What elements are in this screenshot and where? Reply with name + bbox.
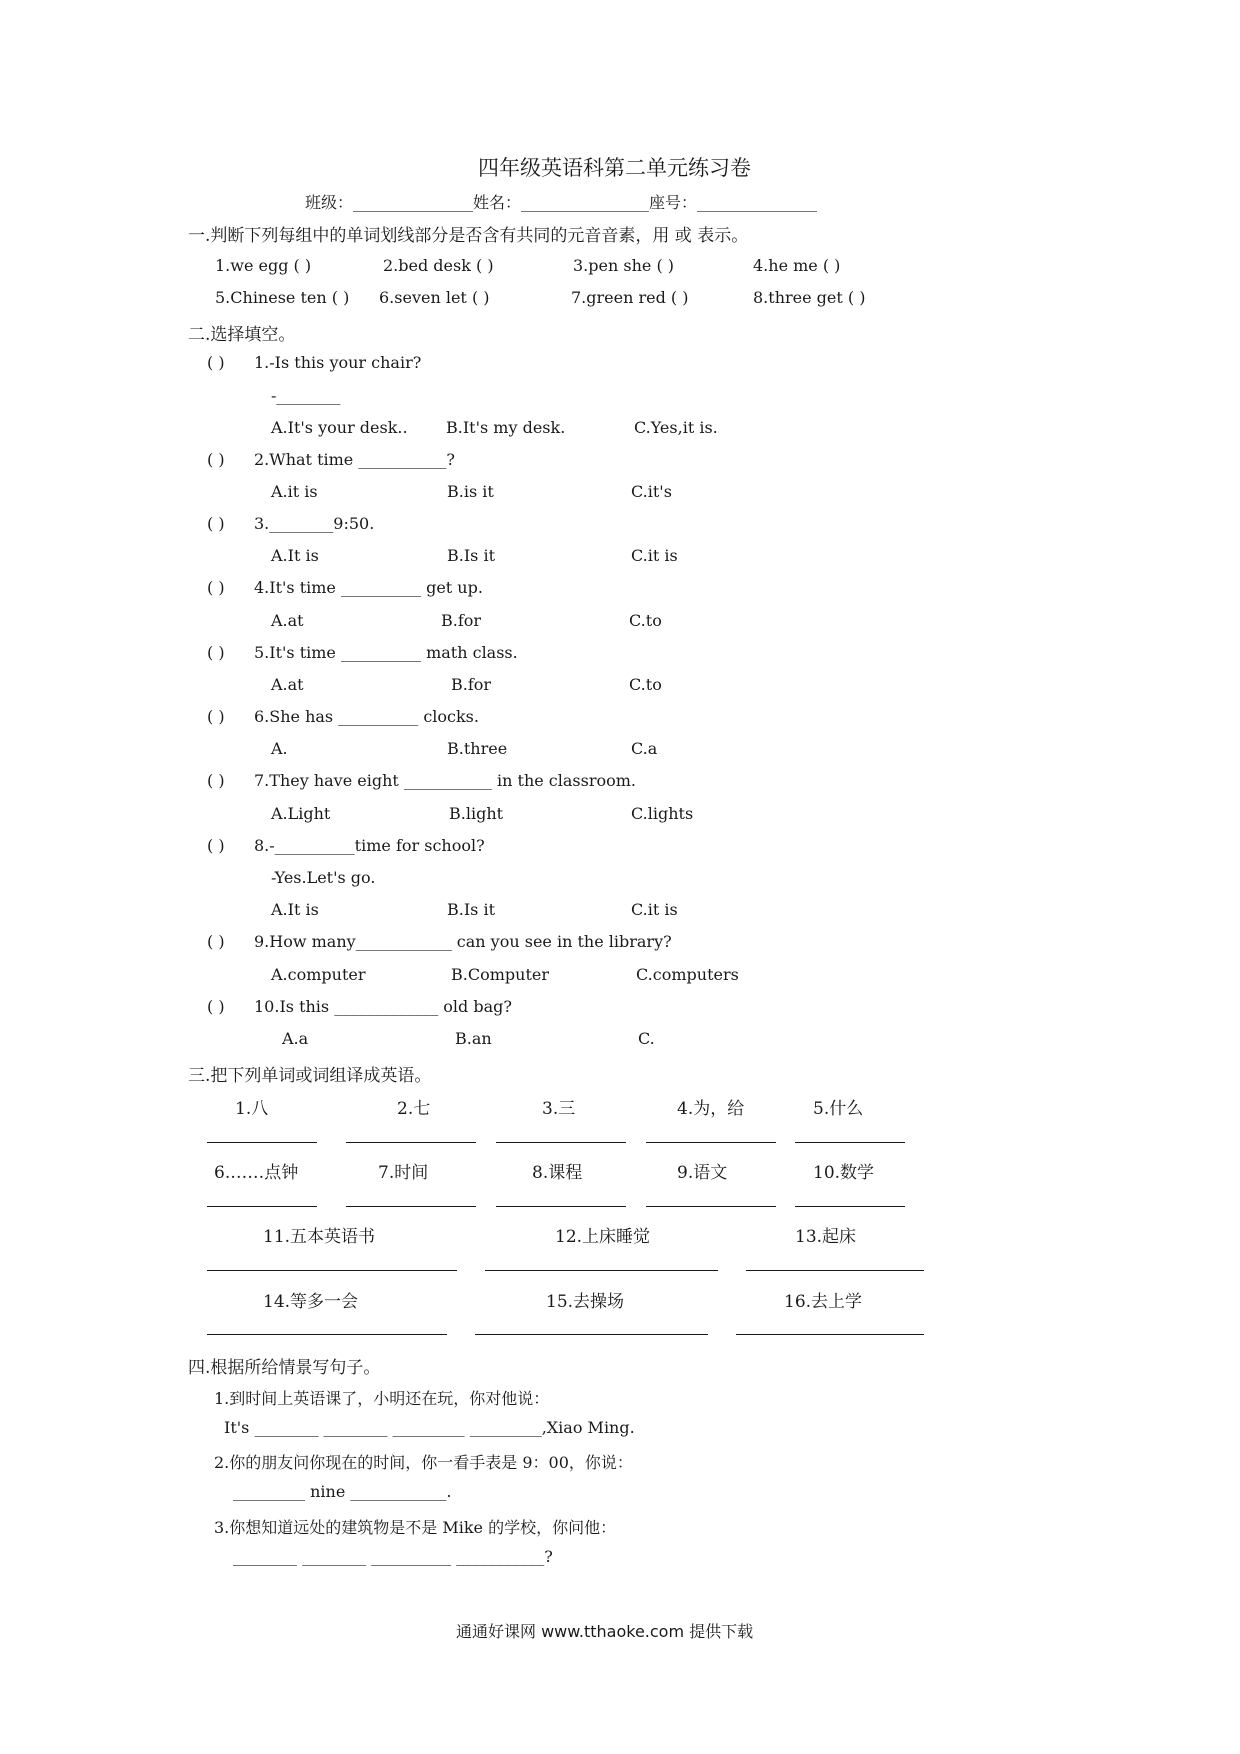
q1-text: 1.-Is this your chair? xyxy=(254,353,422,372)
section1-heading: 一.判断下列每组中的单词划线部分是否含有共同的元音音素，用 或 表示。 xyxy=(188,226,749,246)
section3-heading: 三.把下列单词或词组译成英语。 xyxy=(188,1066,432,1086)
s3-word-7: 7.时间 xyxy=(378,1163,429,1183)
q8-a: A.It is xyxy=(271,900,319,919)
seat-label: 座号： xyxy=(649,193,698,212)
q7-text: 7.They have eight ___________ in the classroom. xyxy=(254,771,637,790)
q8-b: B.Is it xyxy=(447,900,496,919)
s3-word-5: 5.什么 xyxy=(813,1099,864,1119)
q4-c: C.to xyxy=(629,611,662,630)
q9-text: 9.How many____________ can you see in the library? xyxy=(254,932,672,951)
s4-q2: 2.你的朋友问你现在的时间，你一看手表是 9：00，你说： xyxy=(214,1453,633,1472)
s3-word-11: 11.五本英语书 xyxy=(263,1227,376,1247)
s3-word-4: 4.为，给 xyxy=(677,1099,745,1119)
section4-heading: 四.根据所给情景写句子。 xyxy=(188,1358,381,1378)
name-label: 姓名： xyxy=(473,193,522,212)
q1-b: B.It's my desk. xyxy=(446,418,566,437)
s3-word-14: 14.等多一会 xyxy=(263,1292,359,1312)
s3-word-12: 12.上床睡觉 xyxy=(555,1227,651,1247)
q5-a: A.at xyxy=(271,675,304,694)
s4-a1: It's ________ ________ _________ _________,Xiao Ming. xyxy=(224,1418,635,1437)
q7-paren: ( ) xyxy=(207,771,225,790)
q2-text: 2.What time ___________? xyxy=(254,450,455,469)
q8-text: 8.-__________time for school? xyxy=(254,836,485,855)
s1-item-7: 7.green red ( ) xyxy=(571,288,689,307)
q3-b: B.Is it xyxy=(447,546,496,565)
q2-b: B.is it xyxy=(447,482,494,501)
answer-line xyxy=(795,1206,905,1207)
answer-line xyxy=(207,1334,447,1335)
section2-heading: 二.选择填空。 xyxy=(188,325,296,345)
q1-paren: ( ) xyxy=(207,353,225,372)
q6-b: B.three xyxy=(447,739,508,758)
q8-sub: -Yes.Let's go. xyxy=(271,868,376,887)
answer-line xyxy=(646,1206,776,1207)
q7-c: C.lights xyxy=(631,804,694,823)
s3-word-10: 10.数学 xyxy=(813,1163,875,1183)
q8-paren: ( ) xyxy=(207,836,225,855)
q5-c: C.to xyxy=(629,675,662,694)
q1-c: C.Yes,it is. xyxy=(634,418,718,437)
q3-paren: ( ) xyxy=(207,514,225,533)
s3-word-1: 1.八 xyxy=(235,1099,269,1119)
s3-word-3: 3.三 xyxy=(542,1099,576,1119)
q2-paren: ( ) xyxy=(207,450,225,469)
s1-item-8: 8.three get ( ) xyxy=(753,288,866,307)
q3-text: 3.________9:50. xyxy=(254,514,375,533)
q10-c: C. xyxy=(638,1029,655,1048)
q10-a: A.a xyxy=(282,1029,309,1048)
q5-paren: ( ) xyxy=(207,643,225,662)
q10-b: B.an xyxy=(455,1029,492,1048)
q6-a: A. xyxy=(271,739,288,758)
page-title: 四年级英语科第二单元练习卷 xyxy=(478,156,751,180)
q4-text: 4.It's time __________ get up. xyxy=(254,578,483,597)
q3-c: C.it is xyxy=(631,546,678,565)
s4-a3: ________ ________ __________ ___________? xyxy=(233,1547,553,1566)
s4-a2: _________ nine ____________. xyxy=(233,1482,452,1501)
s4-q1: 1.到时间上英语课了，小明还在玩，你对他说： xyxy=(214,1389,550,1408)
answer-line xyxy=(207,1142,317,1143)
q10-text: 10.Is this _____________ old bag? xyxy=(254,997,512,1016)
s3-word-8: 8.课程 xyxy=(532,1163,583,1183)
info-line xyxy=(305,190,817,213)
s3-word-13: 13.起床 xyxy=(795,1227,857,1247)
s3-word-16: 16.去上学 xyxy=(784,1292,863,1312)
s3-word-9: 9.语文 xyxy=(677,1163,728,1183)
q5-b: B.for xyxy=(451,675,492,694)
answer-line xyxy=(346,1142,476,1143)
q9-a: A.computer xyxy=(271,965,366,984)
q7-b: B.light xyxy=(449,804,504,823)
s1-item-6: 6.seven let ( ) xyxy=(379,288,490,307)
q2-c: C.it's xyxy=(631,482,672,501)
answer-line xyxy=(736,1334,924,1335)
s1-item-3: 3.pen she ( ) xyxy=(573,256,675,275)
q6-text: 6.She has __________ clocks. xyxy=(254,707,479,726)
answer-line xyxy=(496,1142,626,1143)
s3-word-15: 15.去操场 xyxy=(546,1292,625,1312)
s3-word-2: 2.七 xyxy=(397,1099,431,1119)
answer-line xyxy=(496,1206,626,1207)
q9-c: C.computers xyxy=(636,965,739,984)
footer-text: 通通好课网 www.tthaoke.com 提供下载 xyxy=(456,1622,754,1641)
q4-paren: ( ) xyxy=(207,578,225,597)
s1-item-2: 2.bed desk ( ) xyxy=(383,256,494,275)
name-blank: ________________ xyxy=(521,193,650,212)
q3-a: A.It is xyxy=(271,546,319,565)
q6-paren: ( ) xyxy=(207,707,225,726)
s3-word-6: 6.……点钟 xyxy=(214,1163,299,1183)
class-label: 班级： xyxy=(305,193,354,212)
q1-sub: -________ xyxy=(271,386,341,405)
s1-item-5: 5.Chinese ten ( ) xyxy=(215,288,350,307)
s4-q3: 3.你想知道远处的建筑物是不是 Mike 的学校，你问他： xyxy=(214,1518,617,1537)
answer-line xyxy=(207,1270,457,1271)
answer-line xyxy=(207,1206,317,1207)
q4-a: A.at xyxy=(271,611,304,630)
s1-item-4: 4.he me ( ) xyxy=(753,256,841,275)
answer-line xyxy=(795,1142,905,1143)
q9-paren: ( ) xyxy=(207,932,225,951)
q1-a: A.It's your desk.. xyxy=(271,418,408,437)
q10-paren: ( ) xyxy=(207,997,225,1016)
q2-a: A.it is xyxy=(271,482,318,501)
q8-c: C.it is xyxy=(631,900,678,919)
answer-line xyxy=(746,1270,924,1271)
q4-b: B.for xyxy=(441,611,482,630)
answer-line xyxy=(346,1206,476,1207)
q6-c: C.a xyxy=(631,739,658,758)
answer-line xyxy=(475,1334,708,1335)
class-blank: _______________ xyxy=(353,193,474,212)
q9-b: B.Computer xyxy=(451,965,549,984)
answer-line xyxy=(646,1142,776,1143)
q7-a: A.Light xyxy=(271,804,331,823)
seat-blank: _______________ xyxy=(697,193,818,212)
q5-text: 5.It's time __________ math class. xyxy=(254,643,518,662)
s1-item-1: 1.we egg ( ) xyxy=(215,256,312,275)
answer-line xyxy=(485,1270,718,1271)
